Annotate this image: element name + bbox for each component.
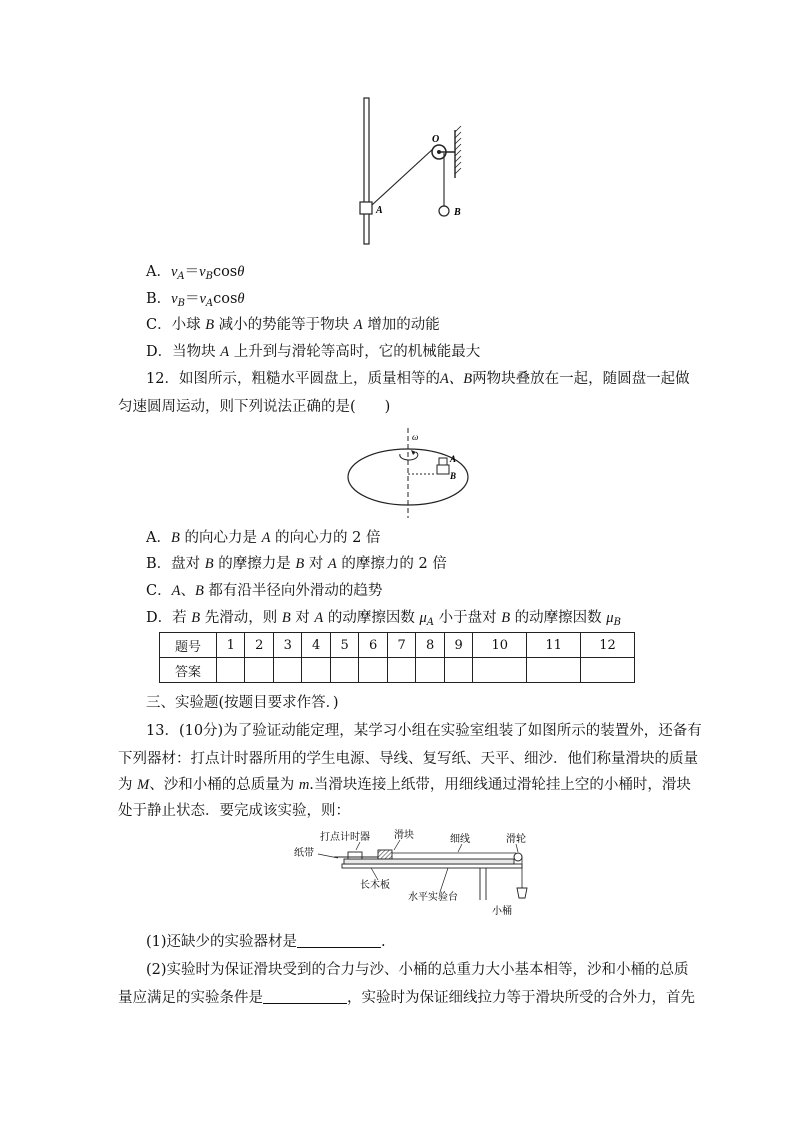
answer-cell[interactable]	[581, 658, 635, 683]
answer-table-answer-label: 答案	[160, 658, 217, 683]
label-board: 长木板	[360, 880, 390, 891]
answer-cell[interactable]	[416, 658, 444, 683]
lab-table	[342, 864, 522, 868]
q11-option-c: C．小球 B 减小的势能等于物块 A 增加的动能	[146, 317, 440, 333]
label-slider: 滑块	[394, 830, 414, 841]
blank-sub2[interactable]	[263, 989, 347, 1004]
q13-sub2-line2: 量应满足的实验条件是 ，实验时为保证细线拉力等于滑块所受的合外力，首先	[118, 990, 695, 1006]
vertical-rod	[364, 98, 369, 244]
answer-table-number: 7	[387, 633, 415, 658]
pulley-wheel	[514, 853, 522, 861]
answer-cell[interactable]	[330, 658, 358, 683]
blank-sub1[interactable]	[297, 933, 381, 948]
figure-q13	[290, 826, 540, 922]
answer-table-number: 12	[581, 633, 635, 658]
timer-device	[348, 852, 362, 859]
q11-option-a: A．$v_A=v_B\cos\theta$	[146, 264, 245, 282]
q13-stem-line1: 13．(10分)为了验证动能定理，某学习小组在实验室组装了如图所示的装置外，还备有	[146, 723, 702, 739]
label-timer: 打点计时器	[320, 832, 370, 843]
q11-option-d: D．当物块 A 上升到与滑轮等高时，它的机械能最大	[146, 344, 481, 360]
label-table: 水平实验台	[408, 892, 458, 903]
section-title: 三、实验题(按题目要求作答．)	[146, 695, 339, 711]
answer-cell[interactable]	[302, 658, 330, 683]
label-string: 细线	[450, 834, 470, 845]
q13-stem-line2: 下列器材：打点计时器所用的学生电源、导线、复写纸、天平、细沙．他们称量滑块的质量	[118, 751, 698, 767]
label-b-small: B	[450, 471, 457, 481]
q11-option-b: B．$v_B=v_A\cos\theta$	[146, 291, 245, 309]
answer-table	[159, 632, 635, 683]
answer-table-header-label: 题号	[160, 633, 217, 658]
answer-cell[interactable]	[217, 658, 245, 683]
label-bucket: 小桶	[492, 906, 512, 917]
label-tape: 纸带	[294, 848, 314, 859]
answer-cell[interactable]	[444, 658, 472, 683]
answer-table-answer-row	[160, 658, 635, 683]
ball-b	[439, 206, 449, 216]
answer-cell[interactable]	[527, 658, 581, 683]
answer-table-number: 5	[330, 633, 358, 658]
q12-stem-line2: 匀速圆周运动，则下列说法正确的是( )	[118, 399, 391, 415]
answer-table-number: 8	[416, 633, 444, 658]
label-a-small: A	[450, 454, 457, 464]
answer-table-number: 11	[527, 633, 581, 658]
answer-table-header-row	[160, 633, 635, 658]
q12-option-c: C．A、B 都有沿半径向外滑动的趋势	[146, 583, 383, 599]
label-omega: ω	[412, 432, 419, 442]
q12-option-d: D．若 B 先滑动，则 B 对 A 的动摩擦因数 $\mu_A$ 小于盘对 B 的动摩擦因数 $\mu_B$	[146, 610, 621, 628]
q13-sub2-line1: (2)实验时为保证滑块受到的合力与沙、小桶的总重力大小基本相等，沙和小桶的总质	[146, 962, 689, 978]
label-o: O	[432, 134, 440, 145]
q12-stem-line1: 12．如图所示，粗糙水平圆盘上，质量相等的A、B两物块叠放在一起，随圆盘一起做	[146, 371, 690, 387]
wall-hatch	[455, 126, 461, 174]
q13-stem-line4: 处于静止状态．要完成该实验，则：	[118, 803, 350, 819]
answer-cell[interactable]	[273, 658, 301, 683]
figure-q12	[340, 422, 490, 522]
label-pulley: 滑轮	[506, 834, 526, 845]
block-a-small	[439, 458, 447, 465]
answer-table-number: 10	[473, 633, 527, 658]
block-a	[360, 202, 372, 214]
rope-a-to-pulley	[372, 148, 434, 205]
figure-q11	[350, 92, 470, 252]
answer-table-number: 3	[273, 633, 301, 658]
answer-table-number: 1	[217, 633, 245, 658]
answer-cell[interactable]	[387, 658, 415, 683]
answer-table-number: 4	[302, 633, 330, 658]
answer-table-number: 2	[245, 633, 273, 658]
answer-table-number: 9	[444, 633, 472, 658]
q13-sub1: (1)还缺少的实验器材是 .	[146, 934, 386, 950]
q12-option-a: A．B 的向心力是 A 的向心力的 2 倍	[146, 530, 381, 546]
q13-stem-line3: 为 M、沙和小桶的总质量为 m.当滑块连接上纸带，用细线通过滑轮挂上空的小桶时，滑块	[118, 777, 691, 793]
answer-table-number: 6	[359, 633, 387, 658]
label-b: B	[454, 207, 461, 218]
answer-cell[interactable]	[359, 658, 387, 683]
answer-cell[interactable]	[473, 658, 527, 683]
label-a: A	[376, 205, 383, 216]
bucket	[517, 888, 527, 898]
block-b-small	[437, 465, 449, 474]
q12-option-b: B．盘对 B 的摩擦力是 B 对 A 的摩擦力的 2 倍	[146, 556, 447, 572]
answer-cell[interactable]	[245, 658, 273, 683]
slider-block	[378, 850, 392, 859]
long-board	[344, 859, 514, 864]
